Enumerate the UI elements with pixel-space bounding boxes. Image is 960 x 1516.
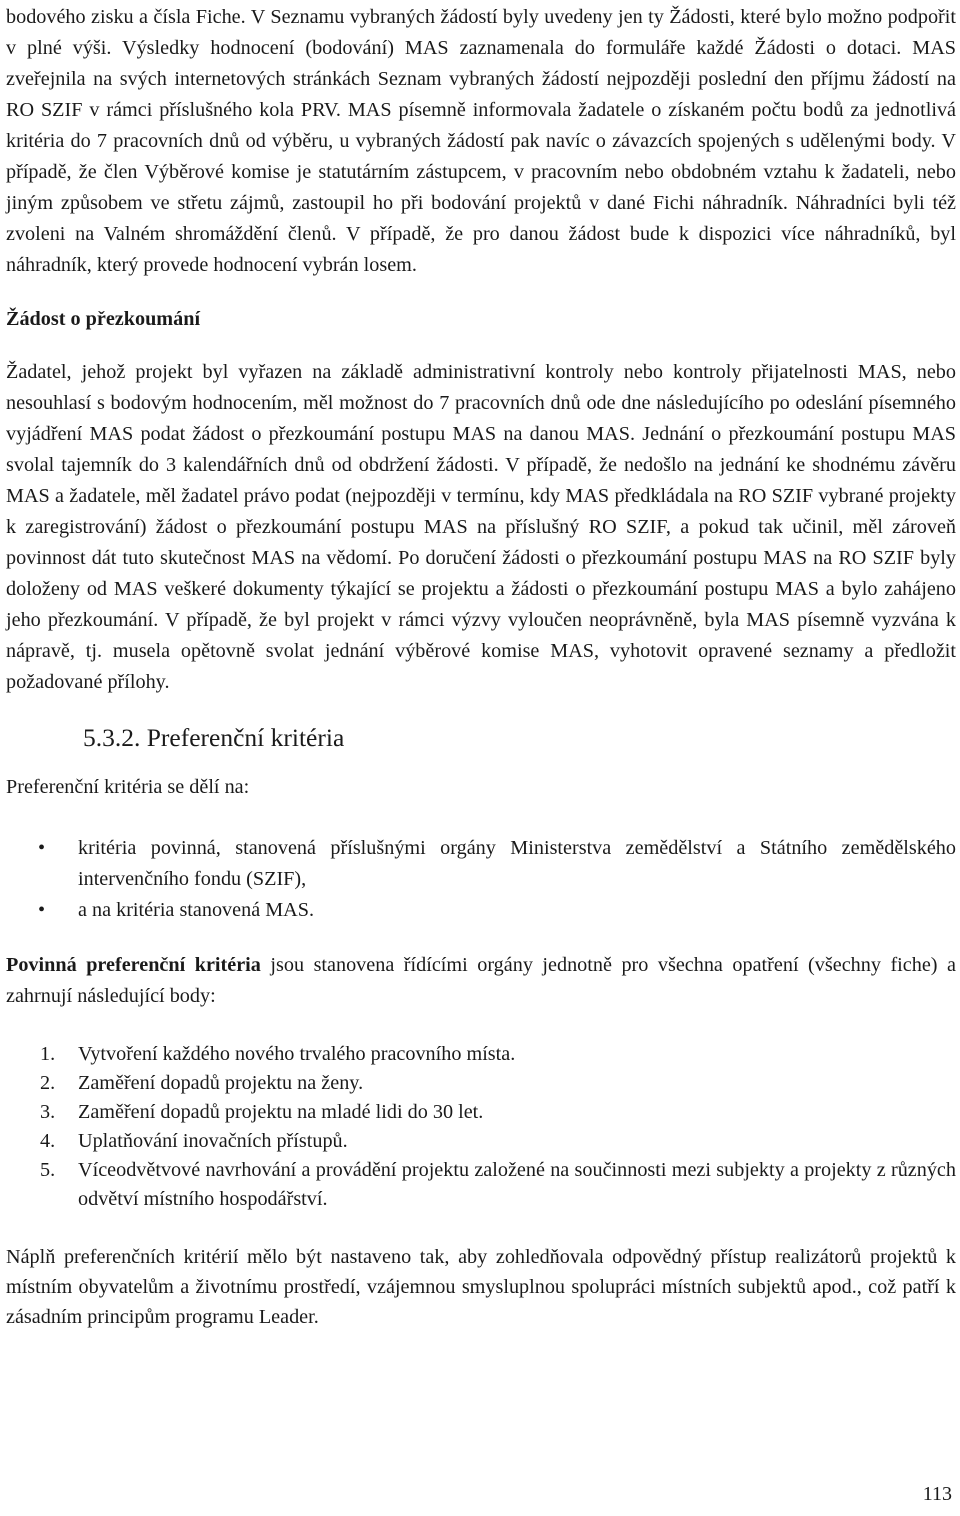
bullet-list-item (6, 833, 956, 895)
item-number: 1. (40, 1043, 56, 1065)
item-text: Vytvoření každého nového trvalého pracovního místa. (78, 1043, 516, 1065)
subsection-title: 5.3.2. Preferenční kritéria (83, 723, 345, 752)
intro-paragraph: bodového zisku a čísla Fiche. V Seznamu vybraných žádostí byly uvedeny jen ty Žádosti, které bylo možno podpořit v plné výši. Výsledky hodnocení (bodování) MAS zaznamenala do formuláře každé Žádosti o dotaci. MAS zveřejnila na svých internetových stránkách Seznam vybraných žádostí nejpozději poslední den příjmu žádostí na RO SZIF v rámci příslušného kola PRV. MAS písemně informovala žadatele o získaném počtu bodů za jednotlivá kritéria do 7 pracovních dnů od výběru, u vybraných žádostí pak navíc o závazcích spojených s udělenými body. V případě, že člen Výběrové komise je statutárním zástupcem, v pracovním nebo obdobném vztahu k žadateli, nebo jiným způsobem ve střetu zájmů, zastoupil ho při bodování projektů v dané Fichi náhradník. Náhradníci byli též zvoleni na Valném shromáždění členů. V případě, že pro danou žádost bude k dispozici více náhradníků, byl náhradník, který provede hodnocení vybrán losem. (6, 6, 956, 276)
review-request-heading: Žádost o přezkoumání (6, 308, 201, 330)
item-text: Uplatňování inovačních přístupů. (78, 1130, 348, 1152)
bullet-text: a na kritéria stanovená MAS. (78, 899, 315, 921)
mandatory-criteria-term: Povinná preferenční kritéria (6, 954, 261, 976)
bullet-icon: • (38, 899, 46, 921)
page-number: 113 (922, 1483, 952, 1505)
bullet-icon: • (38, 837, 46, 859)
mandatory-criteria-paragraph (6, 950, 956, 1012)
item-number: 5. (40, 1159, 56, 1181)
numbered-list-item (6, 1040, 956, 1069)
numbered-list-item (6, 1127, 956, 1156)
numbered-list-item (6, 1069, 956, 1098)
numbered-list-item (6, 1156, 956, 1214)
item-text: Zaměření dopadů projektu na ženy. (78, 1072, 364, 1094)
review-paragraph: Žadatel, jehož projekt byl vyřazen na základě administrativní kontroly nebo kontroly přijatelnosti MAS, nebo nesouhlasí s bodovým hodnocením, měl možnost do 7 pracovních dnů ode dne následujícího po odeslání písemného vyjádření MAS podat žádost o přezkoumání postupu MAS na danou MAS. Jednání o přezkoumání postupu MAS svolal tajemník do 3 kalendářních dnů od obdržení žádosti. V případě, že nedošlo na jednání ke shodnému závěru MAS a žadatele, měl žadatel právo podat (nejpozději v termínu, kdy MAS předkládala na RO SZIF vybrané projekty k zaregistrování) žádost o přezkoumání postupu MAS na příslušný RO SZIF, a pokud tak učinil, měl zároveň povinnost dát tuto skutečnost MAS na vědomí. Po doručení žádosti o přezkoumání postupu MAS na RO SZIF byly doloženy od MAS veškeré dokumenty týkající se projektu a žádosti o přezkoumání postupu MAS a bylo zahájeno jeho přezkoumání. V případě, že byl projekt v rámci výzvy vyloučen neoprávněně, byla MAS písemně vyzvána k nápravě, tj. musela opětovně svolat jednání výběrové komise MAS, vyhotovit opravené seznamy a předložit požadované přílohy. (6, 361, 956, 693)
item-number: 3. (40, 1101, 56, 1123)
mandatory-criteria-description: jsou stanovena řídícími orgány jednotně pro všechna opatření (všechny fiche) a zahrnují následující body: (6, 954, 956, 1007)
mandatory-criteria-list (6, 1040, 956, 1214)
closing-paragraph: Náplň preferenčních kritérií mělo být nastaveno tak, aby zohledňovala odpovědný přístup realizátorů projektů k místním obyvatelům a životnímu prostředí, vzájemnou smysluplnou spolupráci místních subjektů apod., což patří k zásadním principům programu Leader. (6, 1246, 956, 1328)
item-number: 2. (40, 1072, 56, 1094)
document-page (6, 2, 956, 1332)
item-text: Zaměření dopadů projektu na mladé lidi do 30 let. (78, 1101, 484, 1123)
bullet-list-item (6, 895, 956, 926)
numbered-list-item (6, 1098, 956, 1127)
division-intro-paragraph: Preferenční kritéria se dělí na: (6, 776, 250, 798)
criteria-bullet-list (6, 833, 956, 926)
item-number: 4. (40, 1130, 56, 1152)
item-text: Víceodvětvové navrhování a provádění projektu založené na součinnosti mezi subjekty a projekty z různých odvětví místního hospodářství. (78, 1159, 956, 1210)
bullet-text: kritéria povinná, stanovená příslušnými orgány Ministerstva zemědělství a Státního zemědělského intervenčního fondu (SZIF), (78, 837, 956, 890)
